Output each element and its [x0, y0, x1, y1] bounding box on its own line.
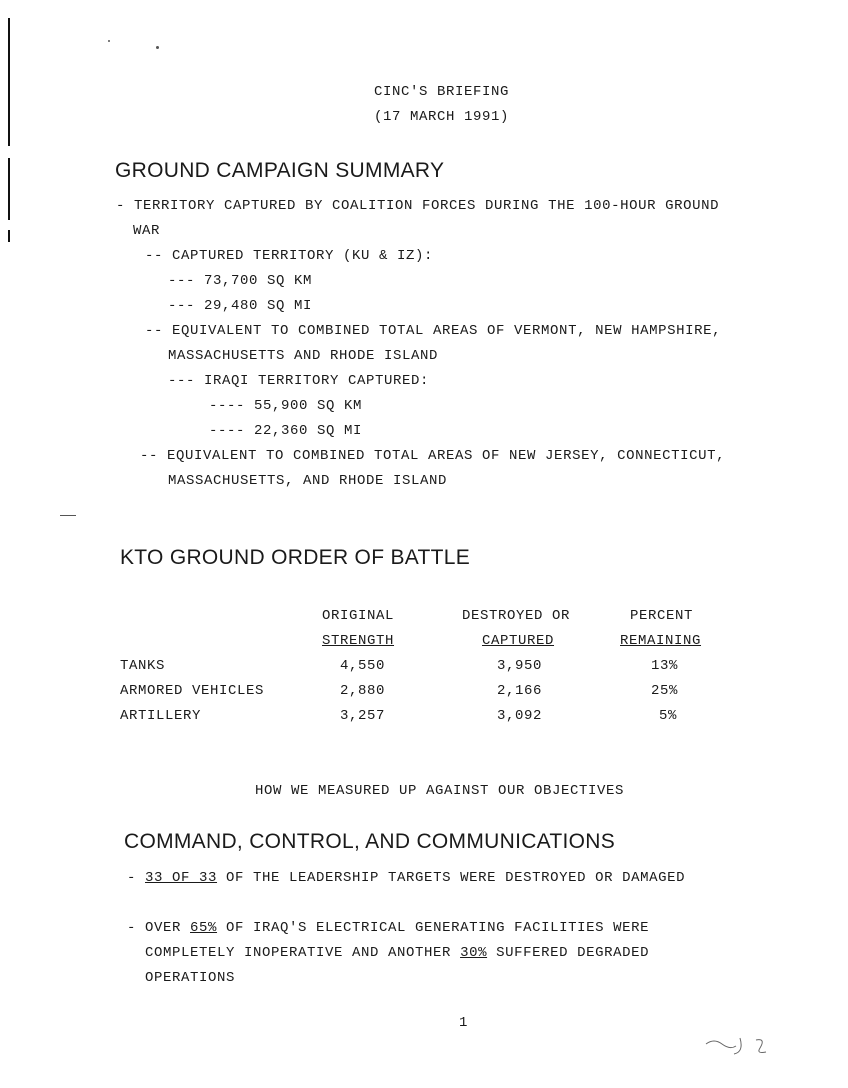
column-header: STRENGTH — [322, 633, 395, 649]
summary-line: ---- 55,900 SQ KM — [209, 398, 363, 414]
scan-edge-mark — [8, 230, 10, 242]
summary-line: - TERRITORY CAPTURED BY COALITION FORCES DURING THE 100-HOUR GROUND — [116, 198, 720, 214]
bullet-prefix: - — [127, 870, 146, 886]
ground-campaign-heading: GROUND CAMPAIGN SUMMARY — [115, 159, 445, 182]
objectives-line: HOW WE MEASURED UP AGAINST OUR OBJECTIVES — [255, 783, 625, 799]
c3-bullet-leadership — [127, 870, 685, 886]
bullet-text: SUFFERED DEGRADED — [487, 945, 650, 961]
table-cell-original: 4,550 — [340, 658, 386, 674]
column-header: REMAINING — [620, 633, 702, 649]
bullet-prefix: - OVER — [127, 920, 191, 936]
table-cell-destroyed: 3,950 — [497, 658, 543, 674]
table-cell-original: 3,257 — [340, 708, 386, 724]
page-number: 1 — [459, 1015, 469, 1031]
bullet-text: COMPLETELY INOPERATIVE AND ANOTHER — [145, 945, 461, 961]
table-cell-destroyed: 3,092 — [497, 708, 543, 724]
column-header: PERCENT — [630, 608, 694, 624]
order-of-battle-heading: KTO GROUND ORDER OF BATTLE — [120, 546, 471, 569]
scan-speck — [156, 46, 159, 49]
summary-line: -- EQUIVALENT TO COMBINED TOTAL AREAS OF NEW JERSEY, CONNECTICUT, — [140, 448, 726, 464]
scan-speck — [108, 40, 110, 42]
bullet-text: OF THE LEADERSHIP TARGETS WERE DESTROYED OR DAMAGED — [217, 870, 686, 886]
c3-bullet-electrical-cont — [145, 945, 649, 961]
summary-line: ---- 22,360 SQ MI — [209, 423, 363, 439]
summary-line: -- CAPTURED TERRITORY (KU & IZ): — [145, 248, 434, 264]
summary-line: -- EQUIVALENT TO COMBINED TOTAL AREAS OF VERMONT, NEW HAMPSHIRE, — [145, 323, 722, 339]
table-cell-percent: 5% — [659, 708, 678, 724]
summary-line: MASSACHUSETTS, AND RHODE ISLAND — [168, 473, 448, 489]
scan-edge-mark — [8, 18, 10, 146]
c3-bullet-electrical-end: OPERATIONS — [145, 970, 236, 986]
c3-heading: COMMAND, CONTROL, AND COMMUNICATIONS — [124, 830, 616, 853]
percent-degraded: 30% — [460, 945, 488, 961]
table-row-label: TANKS — [120, 658, 166, 674]
summary-line: --- 29,480 SQ MI — [168, 298, 313, 314]
summary-line: --- IRAQI TERRITORY CAPTURED: — [168, 373, 430, 389]
column-header: CAPTURED — [482, 633, 555, 649]
table-row-label: ARTILLERY — [120, 708, 202, 724]
c3-bullet-electrical — [127, 920, 649, 936]
table-cell-original: 2,880 — [340, 683, 386, 699]
table-cell-destroyed: 2,166 — [497, 683, 543, 699]
handwritten-mark — [700, 1030, 780, 1060]
table-row-label: ARMORED VEHICLES — [120, 683, 265, 699]
briefing-title: CINC'S BRIEFING — [374, 84, 510, 100]
summary-line: WAR — [133, 223, 161, 239]
table-cell-percent: 25% — [651, 683, 679, 699]
column-header: DESTROYED OR — [462, 608, 571, 624]
table-cell-percent: 13% — [651, 658, 679, 674]
briefing-date: (17 MARCH 1991) — [374, 109, 510, 125]
column-header: ORIGINAL — [322, 608, 395, 624]
leadership-count: 33 OF 33 — [145, 870, 218, 886]
scan-speck — [60, 515, 76, 516]
summary-line: MASSACHUSETTS AND RHODE ISLAND — [168, 348, 439, 364]
bullet-text: OF IRAQ'S ELECTRICAL GENERATING FACILITIES WERE — [217, 920, 650, 936]
scan-edge-mark — [8, 158, 10, 220]
summary-line: --- 73,700 SQ KM — [168, 273, 313, 289]
percent-inoperative: 65% — [190, 920, 218, 936]
